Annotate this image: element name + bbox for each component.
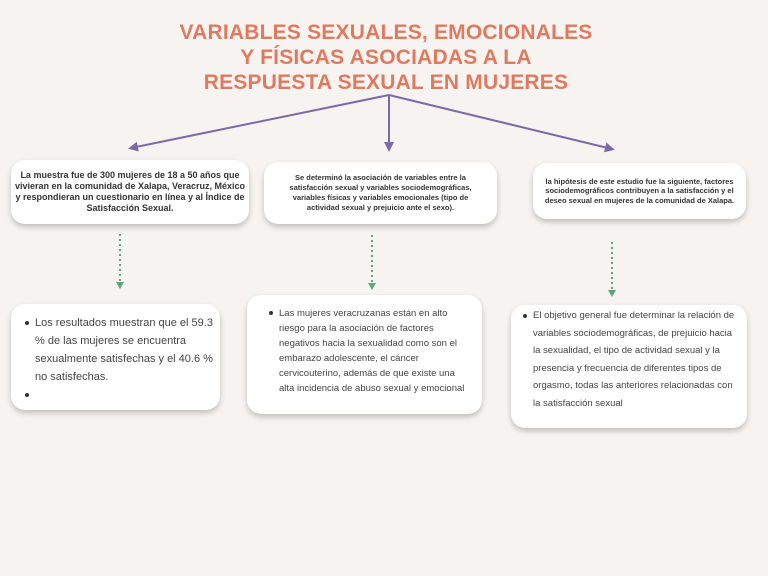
title-line-3: RESPUESTA SEXUAL EN MUJERES	[203, 71, 569, 94]
dotted-arrowhead-3	[608, 290, 616, 297]
dotted-arrowhead-1	[116, 282, 124, 289]
bullet-list	[15, 314, 216, 404]
title-line-2: Y FÍSICAS ASOCIADAS A LA	[240, 46, 532, 69]
bullet-item-empty	[25, 386, 216, 404]
top-node-text: La muestra fue de 300 mujeres de 18 a 50 años que vivieran en la comunidad de Xalapa, Veracruz, México y respondieran un cuestionario en línea y al Índice de Satisfacción Sexual.	[14, 170, 246, 213]
title-line-1: VARIABLES SEXUALES, EMOCIONALES	[179, 21, 593, 44]
bullet-item: Los resultados muestran que el 59.3 % de las mujeres se encuentra sexualmente satisfechas y el 40.6 % no satisfechas.	[25, 314, 216, 386]
bullet-list	[513, 307, 739, 412]
bottom-node-results	[11, 304, 220, 410]
bottom-node-objective	[511, 305, 747, 428]
top-node-hypothesis	[533, 163, 746, 219]
bottom-node-risk	[247, 295, 482, 414]
dotted-arrowhead-2	[368, 283, 376, 290]
top-node-text: la hipótesis de este estudio fue la siguiente, factores sociodemográficos contribuyen a la satisfacción y el deseo sexual en mujeres de la comunidad de Xalapa.	[544, 176, 735, 205]
bullet-item: Las mujeres veracruzanas están en alto riesgo para la asociación de factores negativos hacia la sexualidad como son el embarazo adolescente, el cáncer cervicouterino, además de que existe una alta incidencia de abuso sexual y emocional	[269, 306, 472, 396]
top-node-association	[264, 162, 497, 224]
arrow-to-node-1	[131, 95, 389, 148]
bullet-item: El objetivo general fue determinar la relación de variables sociodemográficas, de prejuicio hacia la sexualidad, el tipo de actividad sexual y la presencia y frecuencia de diferentes tipos de orgasmo, todas las anteriores relacionadas con la satisfacción sexual	[523, 307, 739, 412]
top-node-sample	[11, 160, 249, 224]
arrow-to-node-3	[389, 95, 612, 149]
top-node-text: Se determinó la asociación de variables entre la satisfacción sexual y variables sociodemográficas, variables físicas y variables emocionales (tipo de actividad sexual y prejuicio ante el sexo).	[289, 173, 472, 212]
bullet-list	[259, 306, 472, 396]
